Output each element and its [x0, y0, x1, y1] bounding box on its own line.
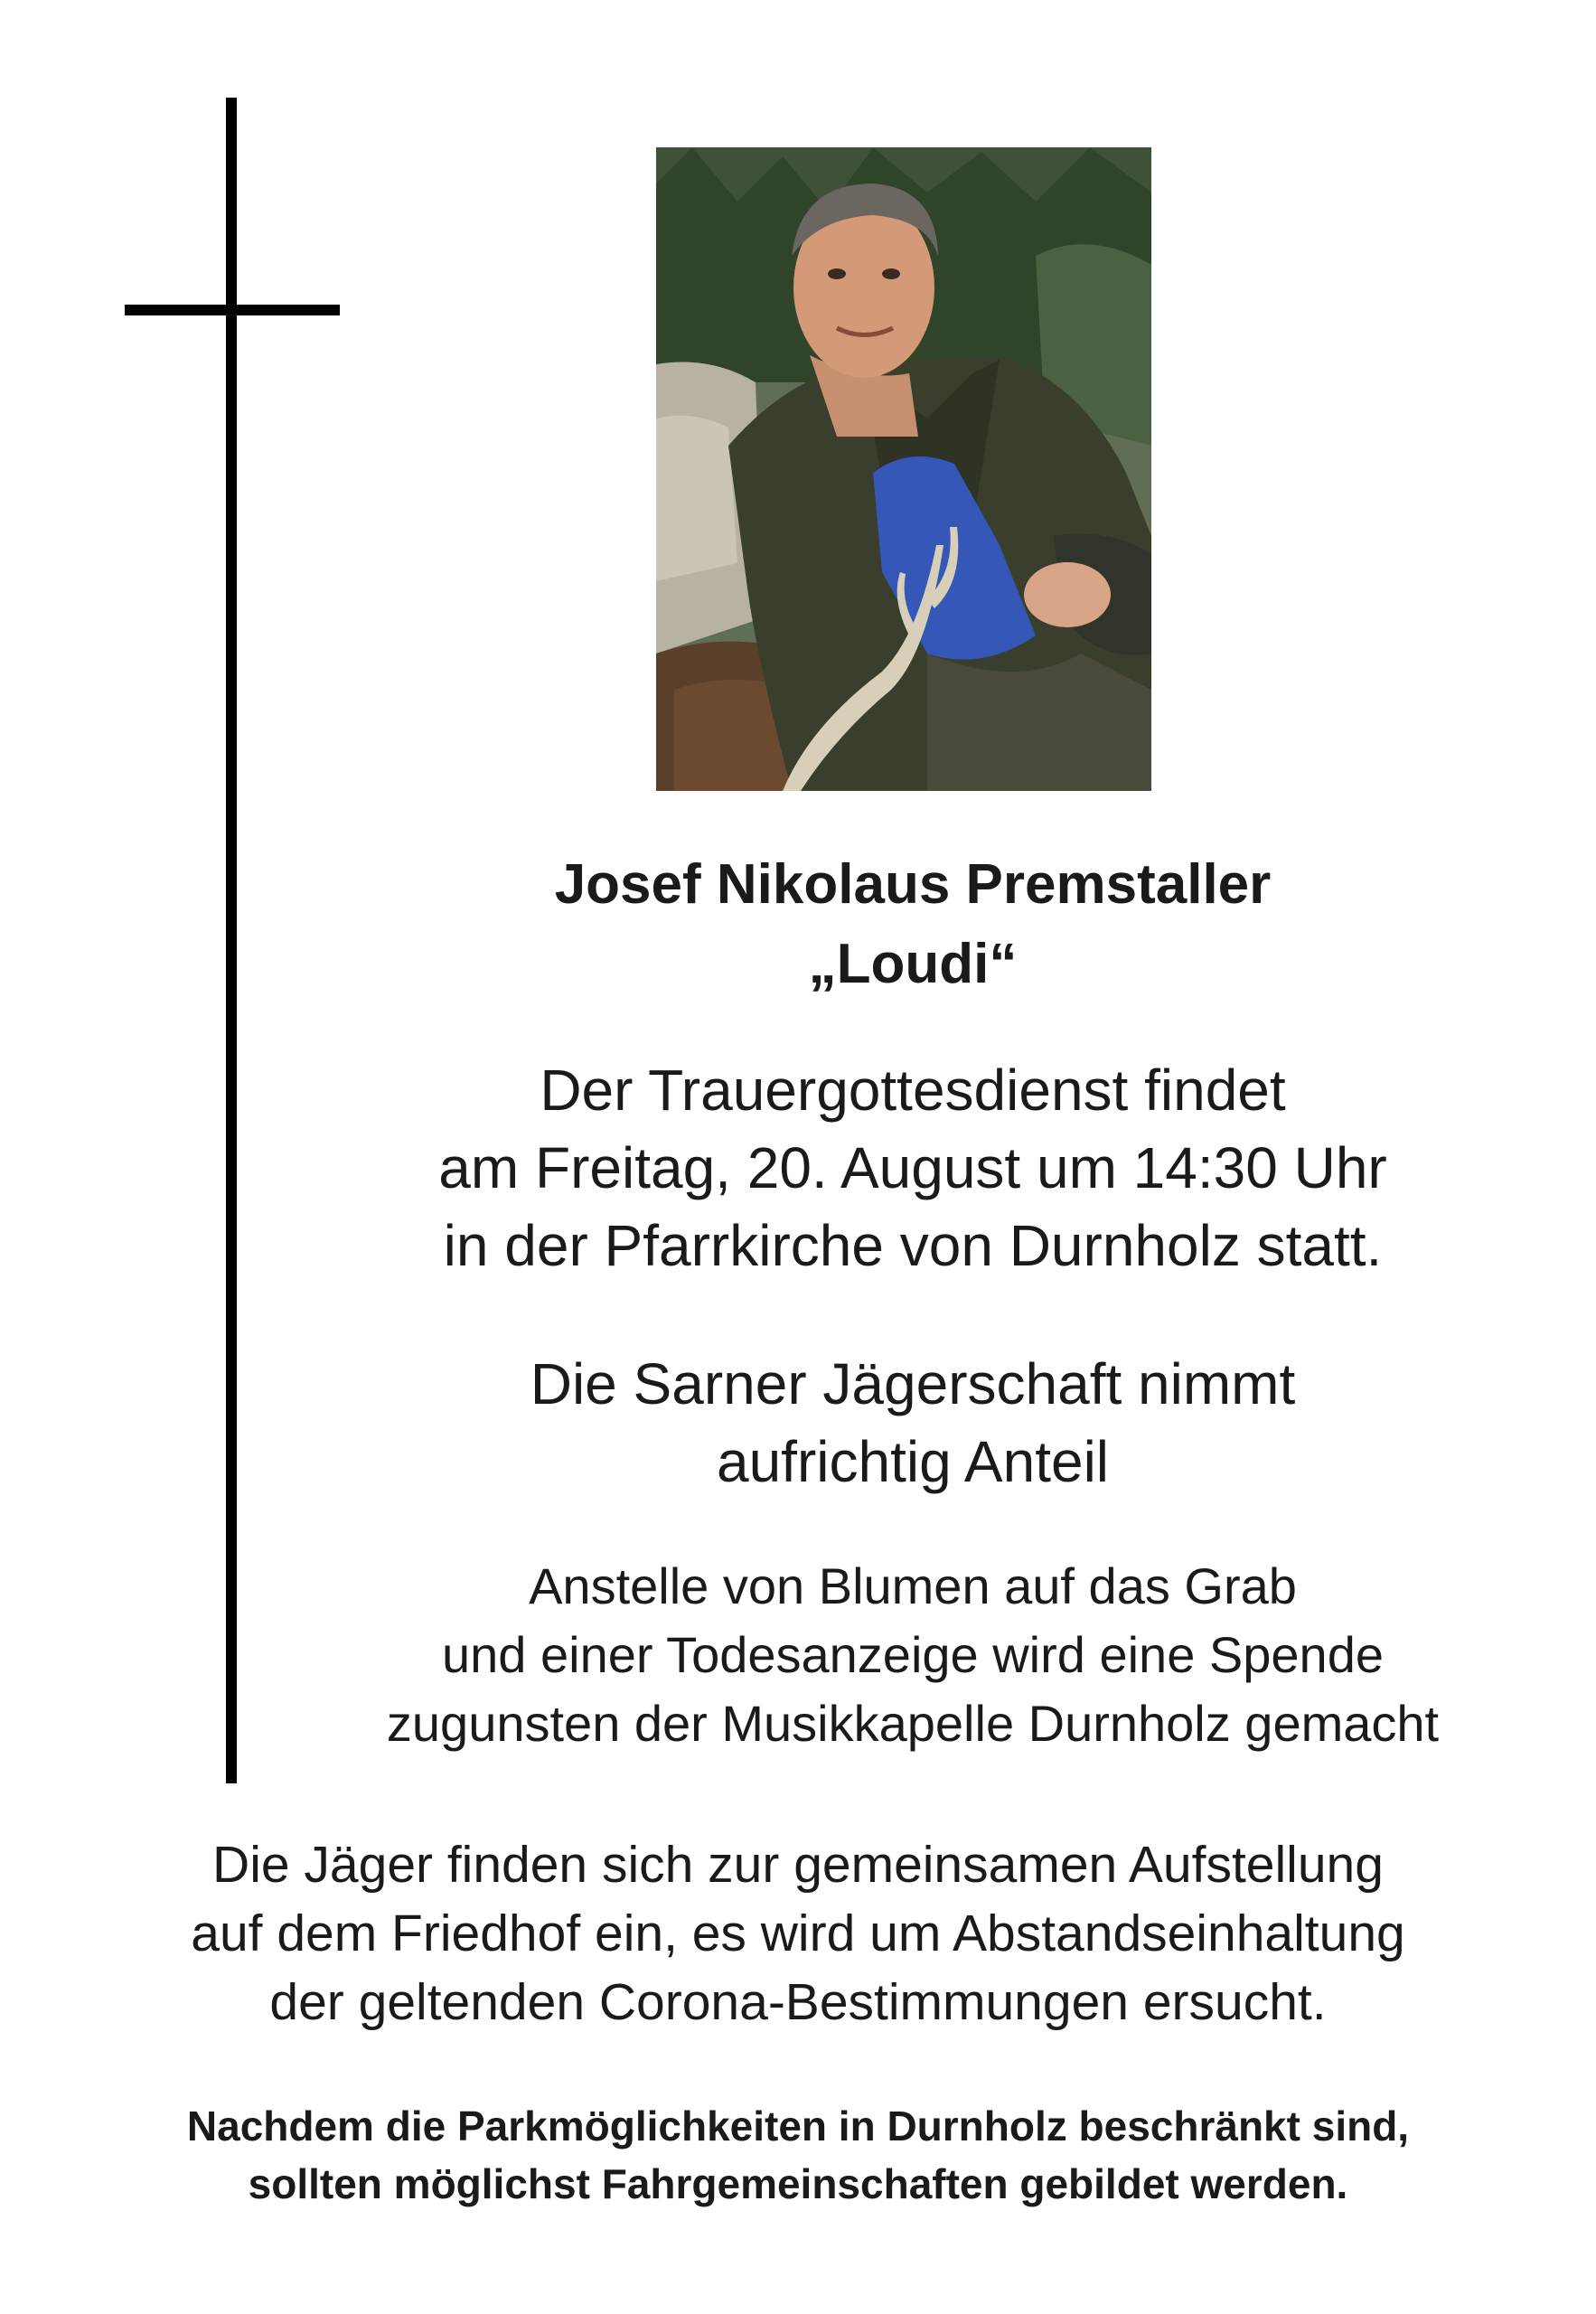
hunters-line: auf dem Friedhof ein, es wird um Abstandseinhaltung [191, 1905, 1405, 1962]
parking-line: Nachdem die Parkmöglichkeiten in Durnholz beschränkt sind, [186, 2102, 1410, 2149]
hunters-line: der geltenden Corona-Bestimmungen ersucht. [269, 1973, 1327, 2031]
cross-vertical-bar [226, 98, 237, 1783]
deceased-name: Josef Nikolaus Premstaller [554, 853, 1272, 916]
donation-line: und einer Todesanzeige wird eine Spende [442, 1626, 1384, 1683]
donation-note [271, 1552, 1554, 1758]
condolence-line: Die Sarner Jägerschaft nimmt [530, 1351, 1296, 1416]
funeral-service-info [271, 1051, 1554, 1284]
donation-line: zugunsten der Musikkapelle Durnholz gemacht [386, 1695, 1440, 1752]
portrait-illustration [656, 147, 1151, 791]
condolence-message [271, 1345, 1554, 1500]
service-line: am Freitag, 20. August um 14:30 Uhr [438, 1135, 1387, 1200]
portrait-photo [656, 147, 1151, 791]
service-line: in der Pfarrkirche von Durnholz statt. [443, 1213, 1383, 1278]
parking-note [36, 2097, 1560, 2213]
hunters-line: Die Jäger finden sich zur gemeinsamen Aufstellung [212, 1836, 1384, 1894]
service-line: Der Trauergottesdienst findet [540, 1058, 1286, 1123]
cross-horizontal-bar [125, 305, 340, 315]
deceased-nickname: „Loudi“ [808, 933, 1018, 995]
parking-line: sollten möglichst Fahrgemeinschaften gebildet werden. [248, 2160, 1348, 2207]
hunters-assembly-note [36, 1830, 1560, 2037]
condolence-line: aufrichtig Anteil [716, 1429, 1110, 1494]
deceased-name-block [271, 845, 1554, 1004]
donation-line: Anstelle von Blumen auf das Grab [529, 1557, 1297, 1614]
